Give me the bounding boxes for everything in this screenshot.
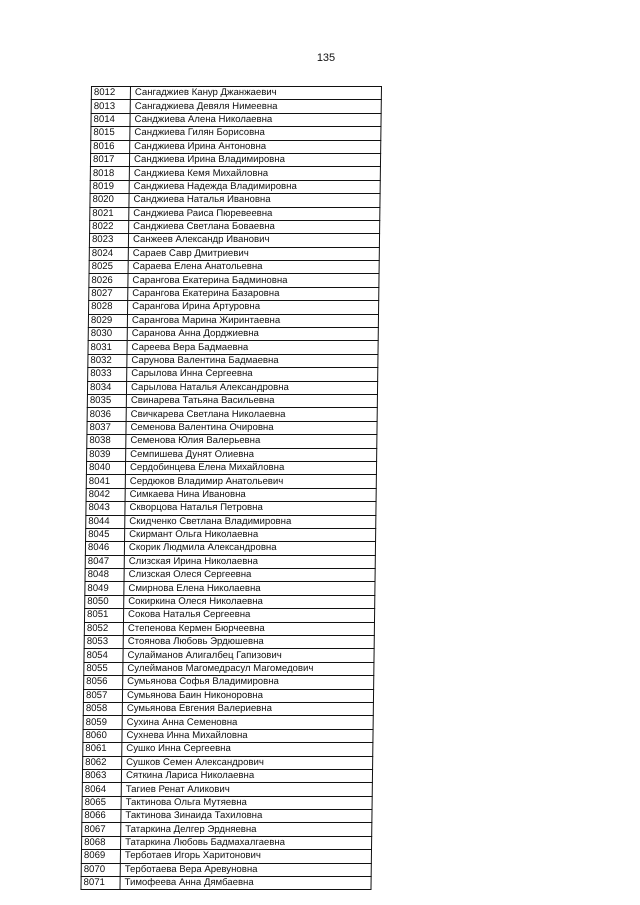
person-name: Санджиева Алена Николаевна [130,113,381,126]
table-row [90,180,380,193]
table-row [83,702,373,715]
row-number: 8065 [82,796,121,809]
person-name: Терботаев Игорь Харитонович [120,850,371,863]
row-number: 8064 [82,783,121,796]
person-name: Сарангова Ирина Артуровна [128,301,379,314]
row-number: 8060 [83,729,122,742]
person-name: Скорик Людмила Александровна [124,542,375,555]
person-name: Сушков Семен Александрович [122,756,373,769]
row-number: 8070 [81,863,120,876]
row-number: 8054 [84,649,123,662]
row-number: 8018 [90,167,129,180]
row-number: 8055 [84,662,123,675]
row-number: 8043 [86,502,125,515]
row-number: 8013 [91,100,130,113]
table-row [87,394,377,407]
table-row [84,662,374,675]
table-row [87,448,377,461]
row-number: 8062 [83,756,122,769]
row-number: 8022 [90,220,129,233]
row-number: 8021 [90,207,129,220]
person-name: Сушко Инна Сергеевна [122,743,373,756]
row-number: 8059 [83,716,122,729]
row-number: 8052 [84,622,123,635]
row-number: 8012 [91,87,130,100]
name-list-table [80,86,382,890]
person-name: Сухнева Инна Михайловна [122,729,373,742]
person-name: Слизская Олеся Сергеевна [124,569,375,582]
table-row [84,636,374,649]
person-name: Скирмант Ольга Николаевна [125,528,376,541]
page-number: 135 [316,52,336,64]
row-number: 8050 [85,595,124,608]
table-row [82,769,372,782]
person-name: Сердобинцева Елена Михайловна [125,461,376,474]
table-row [90,207,380,220]
row-number: 8056 [84,676,123,689]
table-row [81,877,371,890]
table-row [89,261,379,274]
row-number: 8038 [87,435,126,448]
table-row [86,461,376,474]
table-row [88,368,378,381]
person-name: Тактинова Ольга Мутяевна [121,796,372,809]
person-name: Сарангова Екатерина Базаровна [128,287,379,300]
table-row [89,274,379,287]
row-number: 8032 [88,354,127,367]
table-row [83,729,373,742]
row-number: 8031 [88,341,127,354]
table-row [88,354,378,367]
table-row [84,622,374,635]
person-name: Сареева Вера Бадмаевна [127,341,378,354]
person-name: Санджиева Раиса Пюревеевна [129,207,380,220]
table-row [89,247,379,260]
table-row [90,220,380,233]
row-number: 8037 [87,421,126,434]
row-number: 8016 [91,140,130,153]
person-name: Сарылова Наталья Александровна [126,381,377,394]
person-name: Сокова Наталья Сергеевна [123,609,374,622]
table-row [83,756,373,769]
person-name: Сулайманов Алигалбец Гапизович [123,649,374,662]
person-name: Смирнова Елена Николаевна [124,582,375,595]
row-number: 8024 [89,247,128,260]
table-row [85,595,375,608]
person-name: Сараев Савр Дмитриевич [128,247,379,260]
table-row [90,153,380,166]
person-name: Татаркина Делгер Эрдняевна [121,823,372,836]
person-name: Скворцова Наталья Петровна [125,502,376,515]
row-number: 8069 [81,850,120,863]
person-name: Тагиев Ренат Аликович [121,783,372,796]
table-row [84,676,374,689]
person-name: Сердюков Владимир Анатольевич [125,475,376,488]
person-name: Тактинова Зинаида Тахиловна [121,810,372,823]
person-name: Сарангова Марина Жиринтаевна [127,314,378,327]
person-name: Тимофеева Анна Дямбаевна [120,877,371,890]
person-name: Сокиркина Олеся Николаевна [124,595,375,608]
table-row [81,850,371,863]
table-row [87,408,377,421]
row-number: 8066 [82,810,121,823]
person-name: Сангаджиева Девяля Нимеевна [130,100,381,113]
table-row [91,87,381,100]
person-name: Терботаева Вера Аревуновна [120,863,371,876]
row-number: 8030 [88,328,127,341]
person-name: Татаркина Любовь Бадмахалгаевна [121,836,372,849]
table-row [83,716,373,729]
row-number: 8025 [89,261,128,274]
table-row [83,743,373,756]
table-row [88,328,378,341]
table-row [84,609,374,622]
person-name: Сарылова Инна Сергеевна [127,368,378,381]
row-number: 8020 [90,194,129,207]
row-number: 8041 [86,475,125,488]
row-number: 8029 [88,314,127,327]
table-row [88,341,378,354]
row-number: 8051 [84,609,123,622]
row-number: 8042 [86,488,125,501]
person-name: Сарунова Валентина Бадмаевна [127,354,378,367]
row-number: 8068 [82,836,121,849]
person-name: Сухина Анна Семеновна [122,716,373,729]
table-row [85,569,375,582]
table-row [87,421,377,434]
person-name: Симкаева Нина Ивановна [125,488,376,501]
table-row [81,863,371,876]
table-row [85,555,375,568]
row-number: 8046 [85,542,124,555]
table-row [83,689,373,702]
person-name: Сангаджиев Канур Джанжаевич [130,87,381,100]
table-row [82,796,372,809]
table-row [85,582,375,595]
row-number: 8045 [86,528,125,541]
person-name: Степенова Кермен Бюрчеевна [123,622,374,635]
person-name: Семенова Валентина Очировна [126,421,377,434]
row-number: 8067 [82,823,121,836]
person-name: Сулейманов Магомедрасул Магомедович [123,662,374,675]
row-number: 8019 [90,180,129,193]
row-number: 8023 [89,234,128,247]
person-name: Санджиева Гилян Борисовна [130,127,381,140]
person-name: Сяткина Лариса Николаевна [121,769,372,782]
row-number: 8039 [87,448,126,461]
table-row [86,502,376,515]
table-row [82,836,372,849]
person-name: Санжеев Александр Иванович [128,234,379,247]
row-number: 8058 [83,702,122,715]
table-row [86,488,376,501]
table-row [91,140,381,153]
row-number: 8049 [85,582,124,595]
table-row [88,314,378,327]
table-row [86,475,376,488]
table-row [87,435,377,448]
row-number: 8035 [87,394,126,407]
table-row [89,301,379,314]
table-row [82,823,372,836]
person-name: Сарангова Екатерина Бадминовна [128,274,379,287]
row-number: 8026 [89,274,128,287]
person-name: Слизская Ирина Николаевна [124,555,375,568]
row-number: 8047 [85,555,124,568]
person-name: Семенова Юлия Валерьевна [126,435,377,448]
person-name: Санджиева Ирина Антоновна [130,140,381,153]
person-name: Санджиева Светлана Боваевна [129,220,380,233]
table-row [85,542,375,555]
table-row [89,287,379,300]
row-number: 8071 [81,877,120,890]
table-row [82,783,372,796]
table-row [91,100,381,113]
row-number: 8044 [86,515,125,528]
person-name: Стоянова Любовь Эрдюшевна [123,636,374,649]
row-number: 8048 [85,569,124,582]
row-number: 8040 [86,461,125,474]
person-name: Скидченко Светлана Владимировна [125,515,376,528]
row-number: 8028 [89,301,128,314]
row-number: 8034 [87,381,126,394]
person-name: Сумьянова Софья Владимировна [123,676,374,689]
person-name: Свичкарева Светлана Николаевна [126,408,377,421]
table-row [87,381,377,394]
row-number: 8053 [84,636,123,649]
person-name: Свинарева Татьяна Васильевна [126,394,377,407]
row-number: 8057 [83,689,122,702]
table-body [81,87,382,890]
person-name: Сумьянова Евгения Валериевна [122,702,373,715]
table-row [91,113,381,126]
person-name: Саранова Анна Дорджиевна [127,328,378,341]
row-number: 8017 [90,153,129,166]
row-number: 8027 [89,287,128,300]
person-name: Санджиева Ирина Владимировна [129,153,380,166]
table-row [91,127,381,140]
person-name: Санджиева Надежда Владимировна [129,180,380,193]
person-name: Сараева Елена Анатольевна [128,261,379,274]
row-number: 8061 [83,743,122,756]
row-number: 8015 [91,127,130,140]
row-number: 8014 [91,113,130,126]
row-number: 8063 [82,769,121,782]
person-name: Сумьянова Баин Никоноровна [122,689,373,702]
table-row [86,528,376,541]
table-row [82,810,372,823]
table-row [89,234,379,247]
row-number: 8033 [88,368,127,381]
name-list-table-wrapper [81,86,382,889]
person-name: Санджиева Наталья Ивановна [129,194,380,207]
table-row [86,515,376,528]
table-row [90,167,380,180]
table-row [84,649,374,662]
person-name: Санджиева Кемя Михайловна [129,167,380,180]
table-row [90,194,380,207]
row-number: 8036 [87,408,126,421]
person-name: Семпишева Дунят Олиевна [126,448,377,461]
